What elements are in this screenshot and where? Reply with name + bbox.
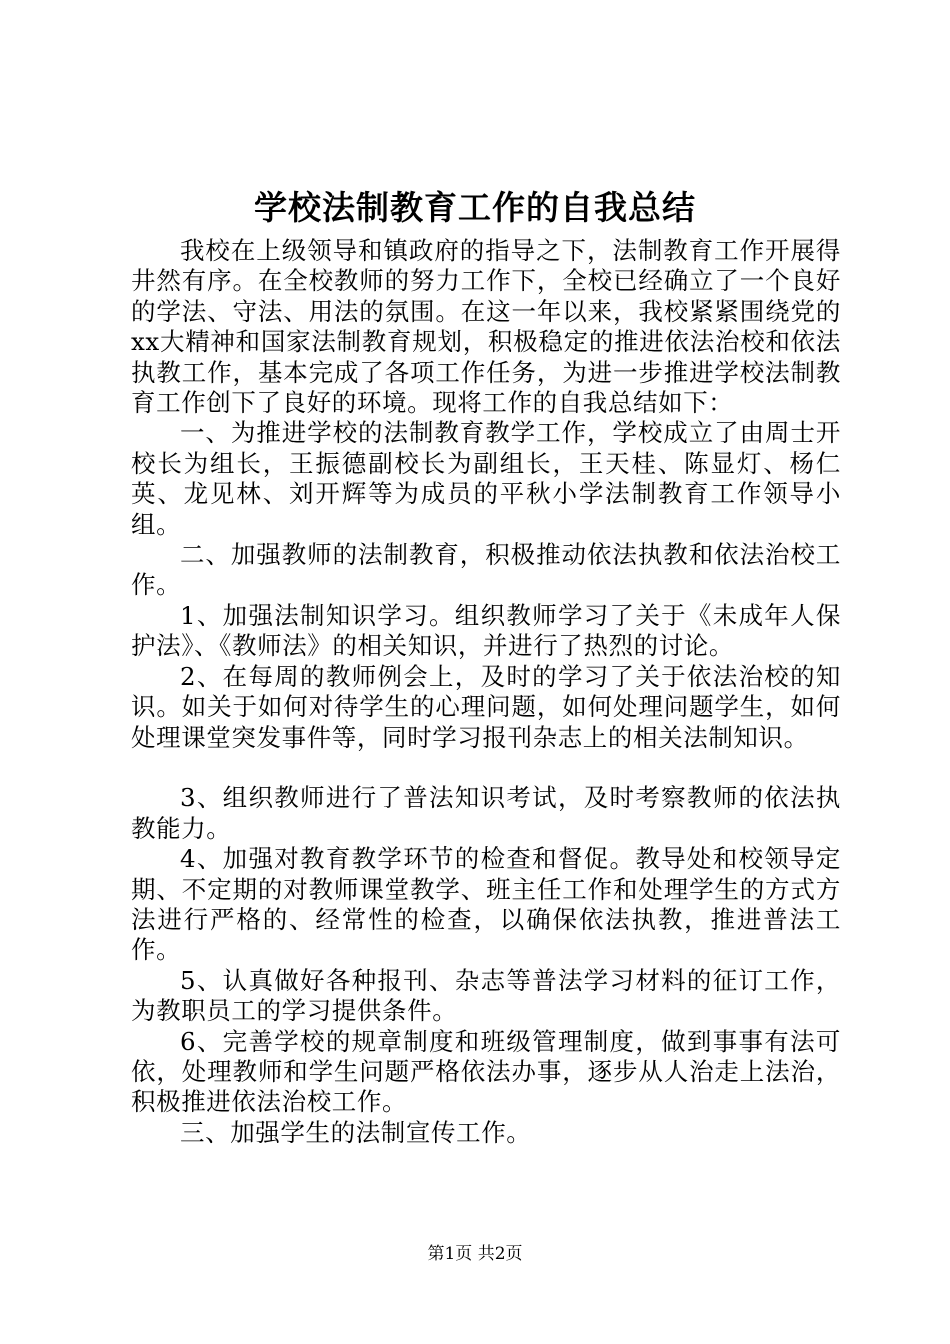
document-body	[131, 236, 841, 1148]
paragraph-section-1: 一、为推进学校的法制教育教学工作，学校成立了由周士开校长为组长，王振德副校长为副组长，王天桂、陈显灯、杨仁英、龙见林、刘开辉等为成员的平秋小学法制教育工作领导小组。	[131, 418, 841, 539]
paragraph-item-5: 5、认真做好各种报刊、杂志等普法学习材料的征订工作，为教职员工的学习提供条件。	[131, 965, 841, 1026]
page-number-footer: 第1页 共2页	[427, 1244, 523, 1264]
paragraph-intro: 我校在上级领导和镇政府的指导之下，法制教育工作开展得井然有序。在全校教师的努力工作下，全校已经确立了一个良好的学法、守法、用法的氛围。在这一年以来，我校紧紧围绕党的xx大精神和国家法制教育规划，积极稳定的推进依法治校和依法执教工作，基本完成了各项工作任务，为进一步推进学校法制教育工作创下了良好的环境。现将工作的自我总结如下：	[131, 236, 841, 418]
document-title: 学校法制教育工作的自我总结	[254, 188, 696, 227]
paragraph-item-3: 3、组织教师进行了普法知识考试，及时考察教师的依法执教能力。	[131, 783, 841, 843]
paragraph-item-4: 4、加强对教育教学环节的检查和督促。教导处和校领导定期、不定期的对教师课堂教学、班主任工作和处理学生的方式方法进行严格的、经常性的检查，以确保依法执教，推进普法工作。	[131, 844, 841, 965]
paragraph-section-3: 三、加强学生的法制宣传工作。	[180, 1117, 532, 1147]
paragraph-item-2: 2、在每周的教师例会上，及时的学习了关于依法治校的知识。如关于如何对待学生的心理问题，如何处理问题学生，如何处理课堂突发事件等，同时学习报刊杂志上的相关法制知识。	[131, 661, 841, 752]
paragraph-item-1: 1、加强法制知识学习。组织教师学习了关于《未成年人保护法》、《教师法》的相关知识，并进行了热烈的讨论。	[131, 600, 841, 661]
paragraph-item-6: 6、完善学校的规章制度和班级管理制度，做到事事有法可依，处理教师和学生问题严格依法办事，逐步从人治走上法治，积极推进依法治校工作。	[131, 1026, 841, 1117]
paragraph-section-2: 二、加强教师的法制教育，积极推动依法执教和依法治校工作。	[131, 540, 841, 600]
